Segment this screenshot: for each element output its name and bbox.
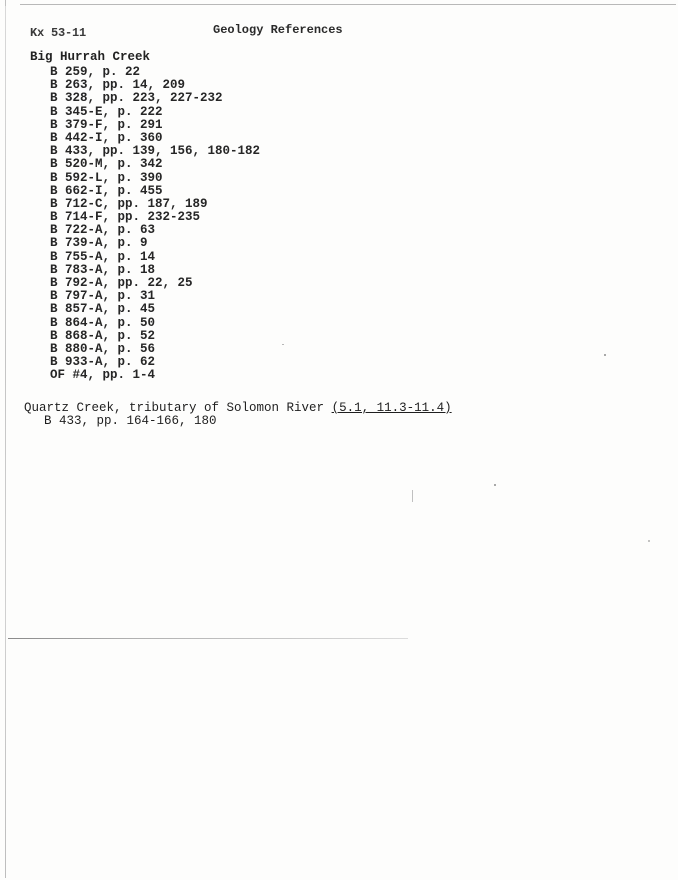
reference-item: B 379-F, p. 291 — [50, 117, 163, 132]
scan-speck — [494, 484, 496, 486]
reference-item: B 880-A, p. 56 — [50, 341, 156, 356]
reference-list — [50, 66, 260, 383]
reference-item: B 933-A, p. 62 — [50, 355, 156, 370]
reference-item: B 712-C, pp. 187, 189 — [50, 196, 208, 211]
reference-item: B 868-A, p. 52 — [50, 328, 156, 343]
quartz-creek-coordinates: (5.1, 11.3-11.4) — [331, 401, 452, 415]
reference-item: B 857-A, p. 45 — [50, 302, 156, 317]
reference-item: B 259, p. 22 — [50, 65, 141, 79]
scan-speck — [604, 354, 606, 356]
scan-edge-left — [5, 6, 6, 878]
card-bottom-rule — [8, 638, 408, 639]
reference-item: B 520-M, p. 342 — [50, 157, 163, 172]
reference-item: B 433, pp. 139, 156, 180-182 — [50, 144, 261, 159]
reference-item: B 864-A, p. 50 — [50, 315, 156, 330]
reference-item: B 442-I, p. 360 — [50, 130, 163, 145]
section-heading-quartz-creek — [24, 401, 452, 415]
card-id: Kx 53-11 — [30, 26, 87, 40]
scan-speck — [282, 344, 284, 345]
reference-item: B 592-L, p. 390 — [50, 170, 163, 185]
scan-speck — [648, 540, 650, 542]
quartz-creek-reference: B 433, pp. 164-166, 180 — [44, 414, 217, 428]
scan-edge-top — [20, 4, 676, 5]
reference-item: B 722-A, p. 63 — [50, 223, 156, 238]
scan-speck — [412, 490, 413, 502]
reference-item: B 792-A, pp. 22, 25 — [50, 276, 193, 290]
card-title: Geology References — [213, 23, 343, 37]
reference-item: B 783-A, p. 18 — [50, 262, 156, 277]
reference-item: B 755-A, p. 14 — [50, 249, 156, 264]
reference-item: B 328, pp. 223, 227-232 — [50, 91, 223, 106]
reference-item: B 797-A, p. 31 — [50, 289, 156, 304]
reference-item: B 345-E, p. 222 — [50, 104, 163, 119]
reference-item: B 739-A, p. 9 — [50, 236, 148, 251]
reference-item: B 263, pp. 14, 209 — [50, 78, 186, 93]
reference-item: B 662-I, p. 455 — [50, 183, 163, 198]
quartz-creek-heading-text: Quartz Creek, tributary of Solomon River — [24, 401, 325, 415]
section-heading-big-hurrah-creek: Big Hurrah Creek — [30, 50, 151, 64]
reference-item: OF #4, pp. 1-4 — [50, 368, 156, 383]
reference-item: B 714-F, pp. 232-235 — [50, 210, 201, 225]
